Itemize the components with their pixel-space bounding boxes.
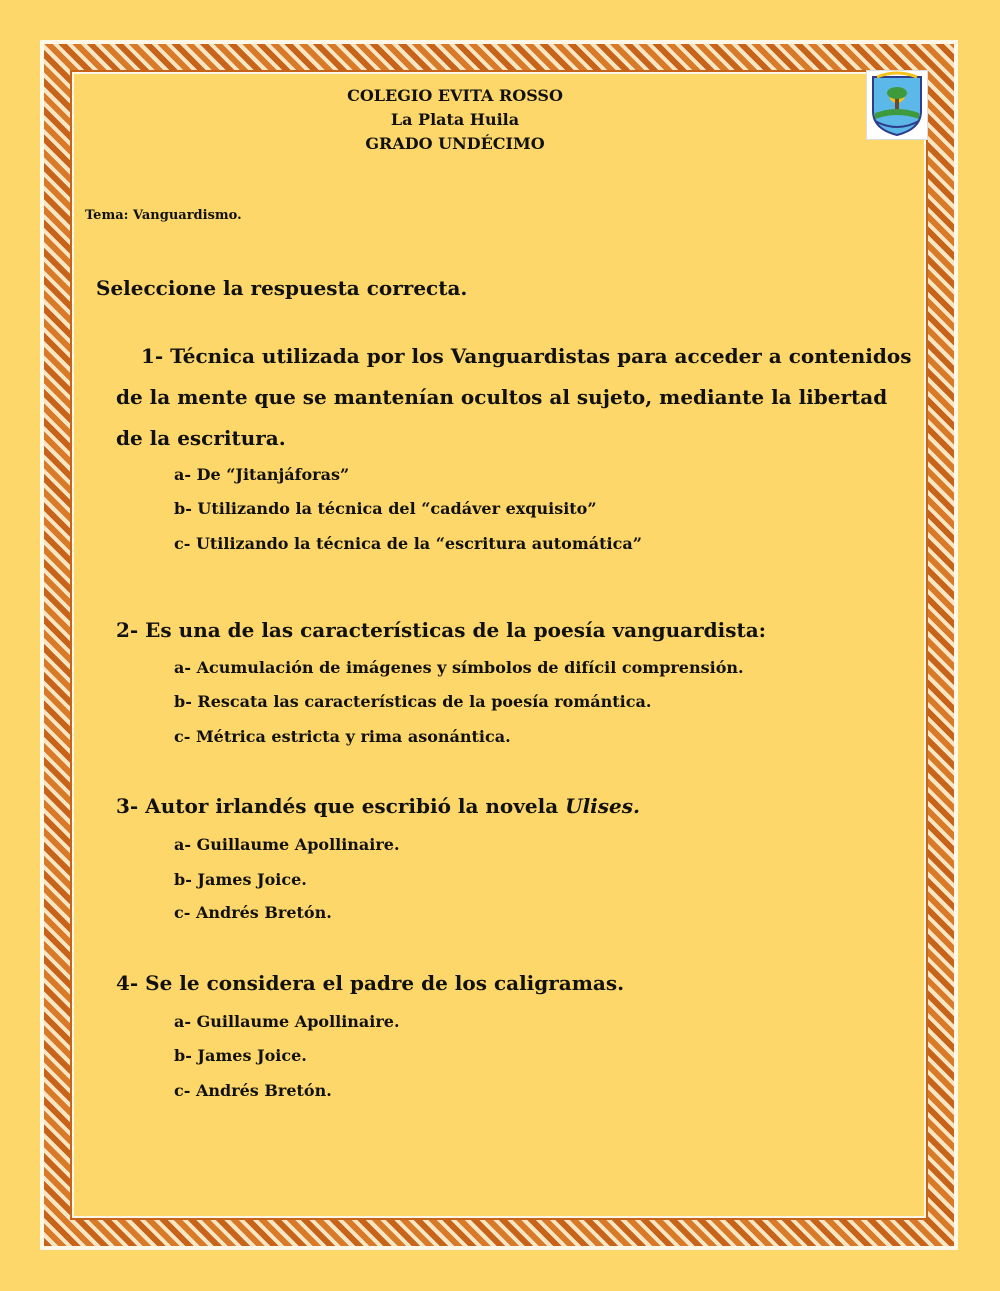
question-1-option-a[interactable]: a- De “Jitanjáforas”	[174, 465, 350, 484]
question-3-text	[116, 786, 640, 827]
school-header	[280, 84, 630, 156]
question-3-option-c[interactable]: c- Andrés Bretón.	[174, 903, 332, 922]
school-grade: GRADO UNDÉCIMO	[365, 134, 545, 153]
question-4-option-a[interactable]: a- Guillaume Apollinaire.	[174, 1012, 400, 1031]
topic-label: Tema: Vanguardismo.	[85, 208, 242, 223]
question-3-option-b[interactable]: b- James Joice.	[174, 870, 307, 889]
school-city: La Plata Huila	[390, 110, 520, 129]
question-4-option-c[interactable]: c- Andrés Bretón.	[174, 1081, 332, 1100]
school-name: COLEGIO EVITA ROSSO	[347, 86, 563, 105]
question-1-line-2: de la mente que se mantenían ocultos al sujeto, mediante la libertad	[116, 385, 888, 409]
question-2-text: 2- Es una de las características de la poesía vanguardista:	[116, 618, 767, 642]
school-crest-icon	[866, 70, 928, 140]
crest-shield-icon	[867, 71, 927, 139]
question-2-option-b[interactable]: b- Rescata las características de la poesía romántica.	[174, 692, 652, 711]
question-2-option-c[interactable]: c- Métrica estricta y rima asonántica.	[174, 727, 511, 746]
instruction-text: Seleccione la respuesta correcta.	[96, 276, 468, 300]
question-3-prefix: 3- Autor irlandés que escribió la novela	[116, 794, 566, 818]
question-1-option-b[interactable]: b- Utilizando la técnica del “cadáver exquisito”	[174, 499, 597, 518]
question-1-option-c[interactable]: c- Utilizando la técnica de la “escritura automática”	[174, 534, 642, 553]
question-1-line-3: de la escritura.	[116, 426, 286, 450]
question-2-option-a[interactable]: a- Acumulación de imágenes y símbolos de difícil comprensión.	[174, 658, 744, 677]
question-1-line-1: 1- Técnica utilizada por los Vanguardistas para acceder a contenidos	[141, 344, 912, 368]
question-4-text: 4- Se le considera el padre de los caligramas.	[116, 971, 625, 995]
question-4-option-b[interactable]: b- James Joice.	[174, 1046, 307, 1065]
question-3-title: Ulises.	[565, 794, 640, 818]
question-3-option-a[interactable]: a- Guillaume Apollinaire.	[174, 835, 400, 854]
